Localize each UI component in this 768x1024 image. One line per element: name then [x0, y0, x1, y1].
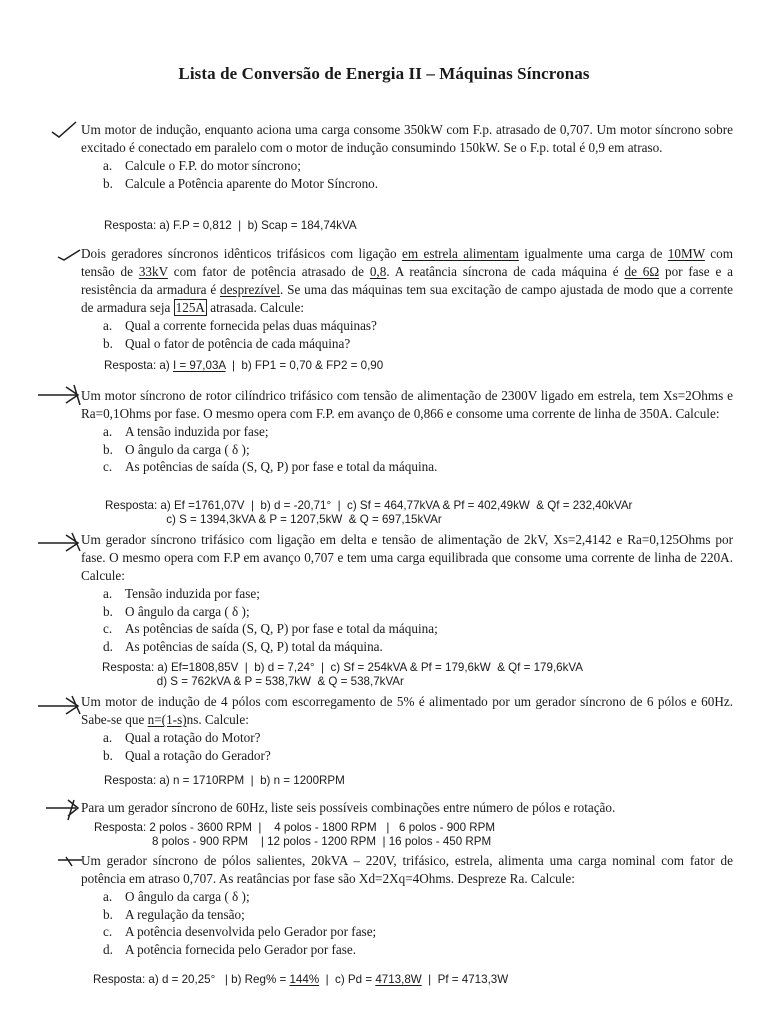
item-text: As potências de saída (S, Q, P) total da máquina.	[125, 638, 383, 654]
answer-2	[104, 359, 383, 373]
question-1-item-a	[81, 157, 733, 175]
stem-text: ns. Calcule:	[186, 712, 249, 727]
answer-7	[93, 973, 508, 987]
arrow-mark-5	[36, 694, 82, 718]
item-label: b.	[103, 603, 113, 619]
item-label: b.	[103, 906, 113, 922]
item-label: b.	[103, 175, 113, 191]
question-3-items	[81, 423, 733, 476]
stem-text: por fase e a resistência da armadura é	[81, 264, 734, 297]
question-4-item-d	[81, 638, 733, 656]
item-label: c.	[103, 621, 113, 637]
stem-text: com tensão de	[81, 246, 733, 279]
answer-5	[104, 774, 345, 788]
question-2	[81, 245, 733, 352]
question-4-item-a	[81, 585, 733, 603]
item-label: a.	[103, 730, 113, 745]
underlined-text: n=(1-s)	[147, 712, 187, 727]
underlined-text: 33kV	[138, 264, 168, 279]
answer-1	[104, 219, 357, 233]
question-7-items	[81, 888, 733, 958]
question-7-stem: Um gerador síncrono de pólos salientes, 20kVA – 220V, trifásico, estrela, alimenta uma carga nominal com fator de potência em atraso 0,707. As reatâncias por fase são Xd=2Xq=4Ohms. Despreze Ra. Calcule:	[81, 853, 733, 886]
question-4-item-c	[81, 620, 733, 638]
answer-4	[102, 661, 583, 688]
question-7-item-a	[81, 888, 733, 906]
arrow-mark-4	[36, 531, 82, 555]
question-6	[81, 799, 733, 817]
item-text: O ângulo da carga ( δ );	[125, 603, 250, 619]
item-label: b.	[103, 335, 113, 351]
question-2-item-b	[81, 335, 733, 353]
underlined-text: 0,8	[369, 264, 387, 279]
answer-6	[94, 821, 495, 848]
item-text: A regulação da tensão;	[125, 906, 245, 922]
arrow-mark-6	[44, 796, 82, 822]
stem-text: Dois geradores síncronos idênticos trifásicos com ligação	[81, 246, 402, 261]
item-label: a.	[103, 424, 113, 439]
answer-3-line-1: Resposta: a) Ef =1761,07V | b) d = -20,71° | c) Sf = 464,77kVA & Pf = 402,49kW & Qf = 232,40kVAr	[105, 499, 633, 512]
underlined-text: desprezível	[219, 282, 281, 297]
question-2-item-a	[81, 317, 733, 335]
underlined-text: de 6Ω	[624, 264, 660, 279]
question-3-item-a	[81, 423, 733, 441]
answer-1-line: Resposta: a) F.P = 0,812 | b) Scap = 184,74kVA	[104, 219, 357, 232]
arrow-mark-3	[36, 383, 82, 407]
question-1	[81, 121, 733, 192]
question-3-stem: Um motor síncrono de rotor cilíndrico trifásico com tensão de alimentação de 2300V ligado em estrela, tem Xs=2Ohms e Ra=0,1Ohms por fase. O mesmo opera com F.P. em avanço de 0,866 e consome uma corrente de linha de 350A. Calcule:	[81, 388, 733, 421]
item-label: a.	[103, 158, 113, 173]
answer-4-line-1: Resposta: a) Ef=1808,85V | b) d = 7,24° | c) Sf = 254kVA & Pf = 179,6kW & Qf = 179,6kVA	[102, 661, 584, 674]
boxed-text: 125A	[175, 300, 205, 315]
answer-text: | Pf = 4713,3W	[421, 973, 509, 986]
question-2-stem	[81, 245, 733, 317]
item-text: Qual o fator de potência de cada máquina?	[125, 335, 351, 351]
question-4-items	[81, 585, 733, 655]
item-text: Qual a corrente fornecida pelas duas máquinas?	[125, 318, 377, 333]
answer-6-line-1: Resposta: 2 polos - 3600 RPM | 4 polos - 1800 RPM | 6 polos - 900 RPM	[94, 821, 496, 834]
question-2-items	[81, 317, 733, 352]
answer-5-line: Resposta: a) n = 1710RPM | b) n = 1200RPM	[104, 774, 345, 787]
item-text: O ângulo da carga ( δ );	[125, 889, 250, 904]
page-title: Lista de Conversão de Energia II – Máquinas Síncronas	[178, 64, 590, 83]
answer-3-line-2: c) S = 1394,3kVA & P = 1207,5kW & Q = 697,15kVAr	[105, 512, 442, 526]
item-label: b.	[103, 747, 113, 763]
item-text: Qual a rotação do Motor?	[125, 730, 261, 745]
question-3-item-b	[81, 441, 733, 459]
question-1-stem: Um motor de indução, enquanto aciona uma carga consome 350kW com F.p. atrasado de 0,707. Um motor síncrono sobre excitado é conectado em paralelo com o motor de indução consumindo 150kW. Se o F.p. total é 0,9 em atraso.	[81, 122, 733, 155]
question-3-item-c	[81, 458, 733, 476]
question-5	[81, 693, 733, 764]
stem-text: com fator de potência atrasado de	[167, 264, 370, 279]
stem-text: atrasada. Calcule:	[206, 300, 304, 315]
answer-6-line-2: 8 polos - 900 RPM | 12 polos - 1200 RPM | 16 polos - 450 RPM	[94, 834, 492, 848]
question-5-stem	[81, 693, 733, 729]
question-7	[81, 852, 733, 958]
question-4-stem: Um gerador síncrono trifásico com ligação em delta e tensão de alimentação de 2kV, Xs=2,4142 e Ra=0,125Ohms por fase. O mesmo opera com F.P em avanço 0,707 e tem uma carga equilibrada que consome uma corrente de linha de 220A. Calcule:	[81, 532, 733, 583]
check-mark-2	[56, 248, 82, 262]
question-7-item-b	[81, 906, 733, 924]
item-text: Tensão induzida por fase;	[125, 586, 260, 601]
item-text: As potências de saída (S, Q, P) por fase e total da máquina;	[125, 621, 438, 637]
underlined-answer: 4713,8W	[375, 973, 422, 986]
item-label: c.	[103, 459, 113, 475]
item-label: a.	[103, 318, 113, 333]
check-mark-1	[50, 120, 80, 140]
item-text: Qual a rotação do Gerador?	[125, 747, 271, 763]
item-text: A potência desenvolvida pelo Gerador por fase;	[125, 924, 377, 940]
item-text: As potências de saída (S, Q, P) por fase e total da máquina.	[125, 459, 438, 475]
answer-4-line-2: d) S = 762kVA & P = 538,7kW & Q = 538,7kVAr	[102, 674, 404, 688]
item-label: d.	[103, 941, 113, 957]
question-3	[81, 387, 733, 476]
stem-text: . A reatância síncrona de cada máquina é	[386, 264, 625, 279]
question-4	[81, 531, 733, 655]
underlined-text: em estrela alimentam	[402, 246, 519, 261]
answer-text: Resposta: a)	[104, 359, 173, 372]
item-text: O ângulo da carga ( δ );	[125, 441, 250, 457]
underlined-answer: 144%	[289, 973, 320, 986]
item-text: A tensão induzida por fase;	[125, 424, 269, 439]
answer-text: Resposta: a) d = 20,25° | b) Reg% =	[93, 973, 290, 986]
item-label: a.	[103, 889, 113, 904]
answer-text: | b) FP1 = 0,70 & FP2 = 0,90	[225, 359, 384, 372]
question-5-item-a	[81, 729, 733, 747]
item-text: A potência fornecida pelo Gerador por fase.	[125, 941, 357, 957]
question-7-item-c	[81, 923, 733, 941]
underlined-text: 10MW	[667, 246, 705, 261]
question-6-stem: Para um gerador síncrono de 60Hz, liste seis possíveis combinações entre número de pólos e rotação.	[81, 800, 616, 815]
question-5-items	[81, 729, 733, 764]
stem-text: Um motor de indução de 4 pólos com escorregamento de 5% é alimentado por um gerador síncrono de 6 pólos e 60Hz. Sabe-se que	[81, 694, 733, 727]
item-label: d.	[103, 638, 113, 654]
item-label: a.	[103, 586, 113, 601]
answer-3	[105, 499, 632, 526]
question-7-item-d	[81, 941, 733, 959]
item-label: c.	[103, 924, 113, 940]
strike-mark-7	[56, 856, 84, 868]
item-text: Calcule a Potência aparente do Motor Síncrono.	[125, 175, 379, 191]
question-4-item-b	[81, 603, 733, 621]
question-5-item-b	[81, 747, 733, 765]
question-1-item-b	[81, 175, 733, 193]
item-label: b.	[103, 441, 113, 457]
stem-text: igualmente uma carga de	[518, 246, 668, 261]
stem-text: . Se uma das máquinas tem sua excitação de campo ajustada de modo que a corrente de armadura seja	[81, 282, 733, 315]
item-text: Calcule o F.P. do motor síncrono;	[125, 158, 301, 173]
underlined-answer: I = 97,03A	[172, 359, 226, 372]
question-1-items	[81, 157, 733, 192]
answer-text: | c) Pd =	[319, 973, 376, 986]
